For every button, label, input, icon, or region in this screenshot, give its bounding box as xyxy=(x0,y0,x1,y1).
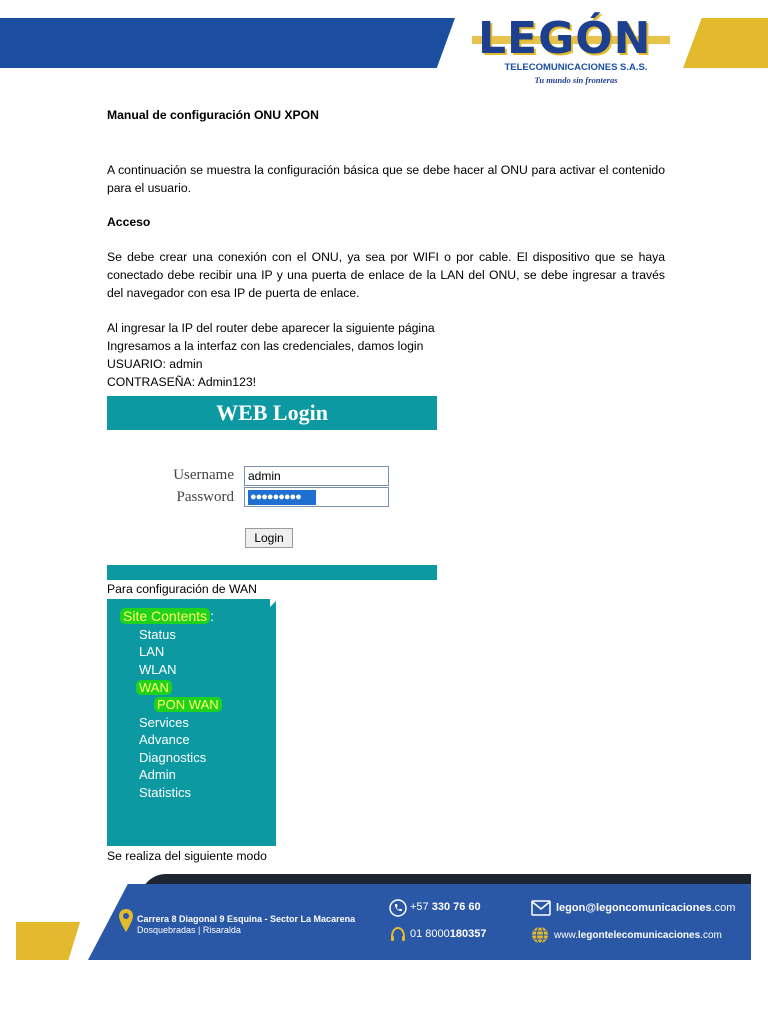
menu-item-diagnostics[interactable]: Diagnostics xyxy=(139,750,207,765)
header-yellow-band xyxy=(683,18,768,68)
menu-item-lan[interactable]: LAN xyxy=(139,644,165,659)
heading-colon: : xyxy=(210,608,214,624)
acceso-heading: Acceso xyxy=(107,215,151,229)
headset-icon xyxy=(389,926,407,944)
footer-website xyxy=(554,930,722,942)
footer-tollfree xyxy=(410,928,486,940)
logo-subtitle: TELECOMUNICACIONES S.A.S. xyxy=(504,62,648,73)
footer-web-tld: .com xyxy=(700,930,722,941)
password-mask: ●●●●●●●●● xyxy=(248,490,316,505)
footer-address-line-1: Carrera 8 Diagonal 9 Esquina - Sector La Macarena xyxy=(137,914,356,924)
menu-item-pon-wan[interactable] xyxy=(154,696,222,713)
location-pin-icon xyxy=(118,908,134,934)
phone-icon xyxy=(389,899,407,917)
footer-tollfree-number: 180357 xyxy=(449,928,487,940)
password-instruction: CONTRASEÑA: Admin123! xyxy=(107,375,257,389)
footer-phone-prefix: +57 xyxy=(410,901,429,913)
menu-item-admin[interactable]: Admin xyxy=(139,767,176,782)
footer-web-name: legontelecomunicaciones xyxy=(577,930,701,941)
email-icon xyxy=(531,900,551,916)
username-instruction: USUARIO: admin xyxy=(107,357,203,371)
footer-yellow-band xyxy=(16,922,80,960)
header-blue-band xyxy=(0,18,455,68)
footer-email-user: legon@legoncomunicaciones xyxy=(556,902,712,914)
logo-tagline: Tu mundo sin fronteras xyxy=(534,75,618,85)
web-login-title: WEB Login xyxy=(216,400,328,425)
menu-item-status[interactable]: Status xyxy=(139,627,176,642)
acceso-paragraph: Se debe crear una conexión con el ONU, ya sea por WIFI o por cable. El dispositivo que se haya conectado debe recibir una IP y una puerta de enlace de la LAN del ONU, se debe ingresar a través del navegador con esa IP de puerta de enlace. xyxy=(107,250,665,300)
footer-email-tld: .com xyxy=(711,902,736,914)
document-title: Manual de configuración ONU XPON xyxy=(107,108,319,122)
menu-item-statistics[interactable]: Statistics xyxy=(139,785,192,800)
company-logo: LEGÓN xyxy=(478,13,652,64)
login-button[interactable]: Login xyxy=(245,528,293,548)
site-contents-panel xyxy=(107,599,276,846)
web-login-footer-bar xyxy=(107,565,437,580)
password-label: Password xyxy=(176,489,234,505)
footer-email xyxy=(556,902,735,914)
site-contents-heading xyxy=(120,608,214,625)
menu-item-wlan[interactable]: WLAN xyxy=(139,662,177,677)
site-contents-heading-text: Site Contents xyxy=(120,608,210,624)
menu-item-wan-label: WAN xyxy=(136,680,172,695)
username-input[interactable]: admin xyxy=(244,466,389,486)
menu-item-pon-wan-label: PON WAN xyxy=(154,697,222,712)
wan-caption: Para configuración de WAN xyxy=(107,582,257,596)
footer-phone-number: 330 76 60 xyxy=(431,901,481,913)
final-caption: Se realiza del siguiente modo xyxy=(107,849,267,863)
menu-item-services[interactable]: Services xyxy=(139,715,189,730)
menu-item-wan[interactable] xyxy=(136,679,172,696)
intro-paragraph: A continuación se muestra la configuración básica que se debe hacer al ONU para activar el contenido para el usuario. xyxy=(107,163,665,195)
instruction-line-2: Ingresamos a la interfaz con las credenciales, damos login xyxy=(107,339,424,353)
menu-item-advance[interactable]: Advance xyxy=(139,732,190,747)
footer-tollfree-prefix: 01 8000 xyxy=(410,928,450,940)
footer-address-line-2: Dosquebradas | Risaralda xyxy=(137,925,241,935)
footer-web-prefix: www. xyxy=(554,930,578,941)
instruction-line-1: Al ingresar la IP del router debe aparecer la siguiente página xyxy=(107,321,435,335)
globe-icon xyxy=(531,926,549,944)
username-label: Username xyxy=(173,467,234,483)
footer-phone xyxy=(410,901,481,913)
